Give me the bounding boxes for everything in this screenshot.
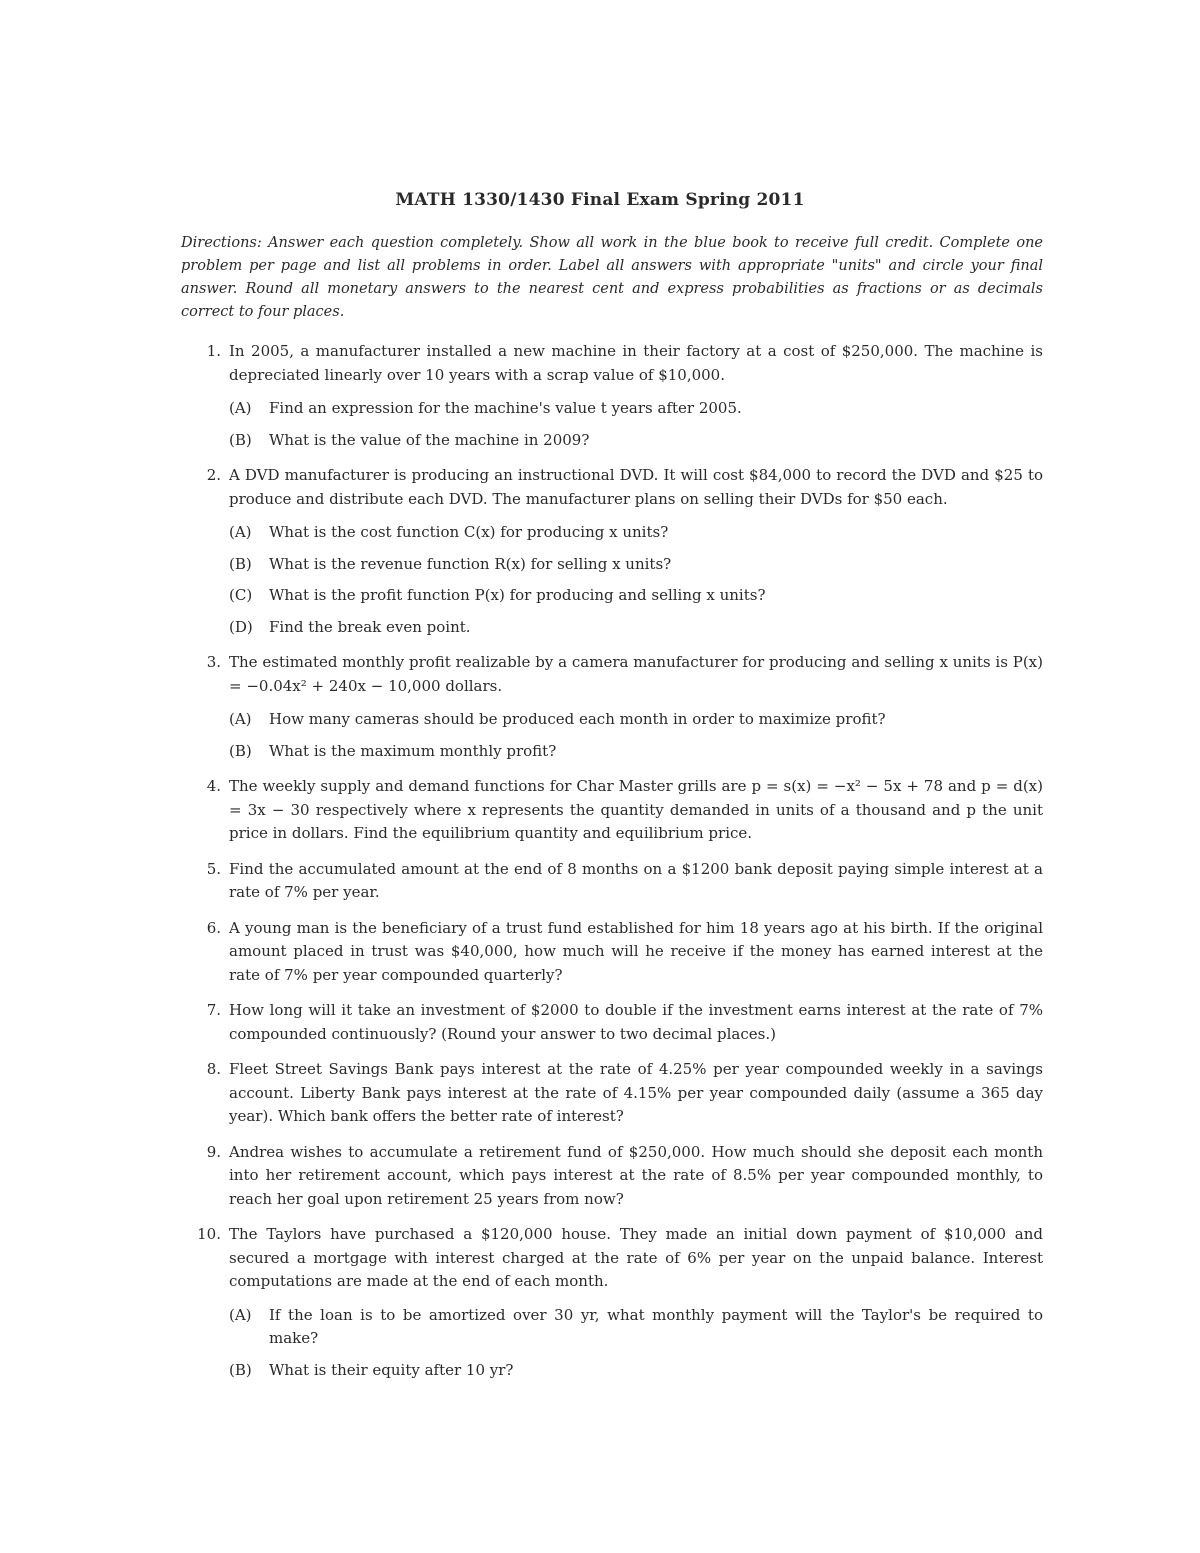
part-text: If the loan is to be amortized over 30 yr, what monthly payment will the Taylor's be required to make? xyxy=(269,1305,1043,1347)
part-text: What is their equity after 10 yr? xyxy=(269,1360,514,1379)
part-label: (C) xyxy=(229,586,253,604)
problem-item xyxy=(181,1223,1043,1382)
part-label: (A) xyxy=(229,710,252,728)
problem-item xyxy=(181,775,1043,846)
problem-text: Fleet Street Savings Bank pays interest at the rate of 4.25% per year compounded weekly in a savings account. Liberty Bank pays interest at the rate of 4.15% per year compounded daily (assume a 365 day year). Which bank offers the better rate of interest? xyxy=(229,1060,1043,1125)
problem-part xyxy=(229,584,1043,608)
problem-number: 4. xyxy=(206,777,221,795)
problem-parts xyxy=(229,397,1043,452)
page-title: MATH 1330/1430 Final Exam Spring 2011 xyxy=(395,190,805,210)
problem-item xyxy=(181,651,1043,763)
problem-item xyxy=(181,464,1043,639)
problem-list xyxy=(181,340,1043,1394)
problem-number: 7. xyxy=(206,1001,221,1019)
part-text: What is the value of the machine in 2009? xyxy=(269,430,590,449)
problem-number: 2. xyxy=(206,466,221,484)
problem-text: The weekly supply and demand functions for Char Master grills are p = s(x) = −x² − 5x + 78 and p = d(x) = 3x − 30 respectively where x represents the quantity demanded in units of a thousand and p the unit price in dollars. Find the equilibrium quantity and equilibrium price. xyxy=(229,777,1043,842)
problem-parts xyxy=(229,1304,1043,1383)
part-text: What is the maximum monthly profit? xyxy=(269,741,557,760)
part-label: (B) xyxy=(229,1360,252,1379)
problem-part xyxy=(229,1304,1043,1351)
problem-item xyxy=(181,1058,1043,1129)
problem-part xyxy=(229,740,1043,764)
part-label: (A) xyxy=(229,399,252,417)
problem-item xyxy=(181,999,1043,1046)
problem-part xyxy=(229,429,1043,453)
problem-number: 5. xyxy=(206,859,221,878)
problem-item xyxy=(181,858,1043,905)
part-label: (B) xyxy=(229,554,252,573)
part-label: (B) xyxy=(229,430,252,449)
part-label: (A) xyxy=(229,1305,252,1324)
problem-item xyxy=(181,1141,1043,1212)
problem-number: 1. xyxy=(206,342,221,360)
problem-part xyxy=(229,553,1043,577)
part-text: How many cameras should be produced each month in order to maximize profit? xyxy=(269,710,886,728)
part-text: What is the profit function P(x) for producing and selling x units? xyxy=(269,586,766,604)
problem-text: How long will it take an investment of $2000 to double if the investment earns interest at the rate of 7% compounded continuously? (Round your answer to two decimal places.) xyxy=(229,1001,1043,1043)
problem-part xyxy=(229,616,1043,640)
part-label: (D) xyxy=(229,617,253,636)
problem-number: 6. xyxy=(206,918,221,937)
part-text: What is the cost function C(x) for producing x units? xyxy=(269,523,669,541)
problem-text: The Taylors have purchased a $120,000 house. They made an initial down payment of $10,000 and secured a mortgage with interest charged at the rate of 6% per year on the unpaid balance. Interest computations are made at the end of each month. xyxy=(229,1225,1043,1290)
problem-text: A young man is the beneficiary of a trust fund established for him 18 years ago at his birth. If the original amount placed in trust was $40,000, how much will he receive if the money has earned interest at the rate of 7% per year compounded quarterly? xyxy=(229,918,1043,984)
problem-part xyxy=(229,521,1043,545)
part-text: Find an expression for the machine's value t years after 2005. xyxy=(269,399,742,417)
part-text: Find the break even point. xyxy=(269,617,471,636)
directions-paragraph: Directions: Answer each question completely. Show all work in the blue book to receive full credit. Complete one problem per page and list all problems in order. Label all answers with appropriate "units" and circle your final answer. Round all monetary answers to the nearest cent and express probabilities as fractions or as decimals correct to four places. xyxy=(181,235,1043,320)
problem-part xyxy=(229,708,1043,732)
problem-number: 8. xyxy=(206,1060,221,1078)
problem-parts xyxy=(229,521,1043,639)
problem-item xyxy=(181,917,1043,988)
problem-text: In 2005, a manufacturer installed a new machine in their factory at a cost of $250,000. The machine is depreciated linearly over 10 years with a scrap value of $10,000. xyxy=(229,342,1043,384)
problem-text: Andrea wishes to accumulate a retirement fund of $250,000. How much should she deposit each month into her retirement account, which pays interest at the rate of 8.5% per year compounded monthly, to reach her goal upon retirement 25 years from now? xyxy=(229,1142,1043,1208)
problem-text: The estimated monthly profit realizable by a camera manufacturer for producing and selling x units is P(x) = −0.04x² + 240x − 10,000 dollars. xyxy=(229,653,1043,695)
problem-part xyxy=(229,397,1043,421)
problem-number: 9. xyxy=(206,1142,221,1161)
problem-parts xyxy=(229,708,1043,763)
part-label: (A) xyxy=(229,523,252,541)
part-text: What is the revenue function R(x) for selling x units? xyxy=(269,554,672,573)
problem-item xyxy=(181,340,1043,452)
problem-part xyxy=(229,1359,1043,1383)
problem-text: A DVD manufacturer is producing an instructional DVD. It will cost $84,000 to record the DVD and $25 to produce and distribute each DVD. The manufacturer plans on selling their DVDs for $50 each. xyxy=(229,466,1043,508)
part-label: (B) xyxy=(229,741,252,760)
problem-text: Find the accumulated amount at the end of 8 months on a $1200 bank deposit paying simple interest at a rate of 7% per year. xyxy=(229,859,1043,901)
problem-number: 10. xyxy=(197,1225,221,1243)
problem-number: 3. xyxy=(206,653,221,671)
